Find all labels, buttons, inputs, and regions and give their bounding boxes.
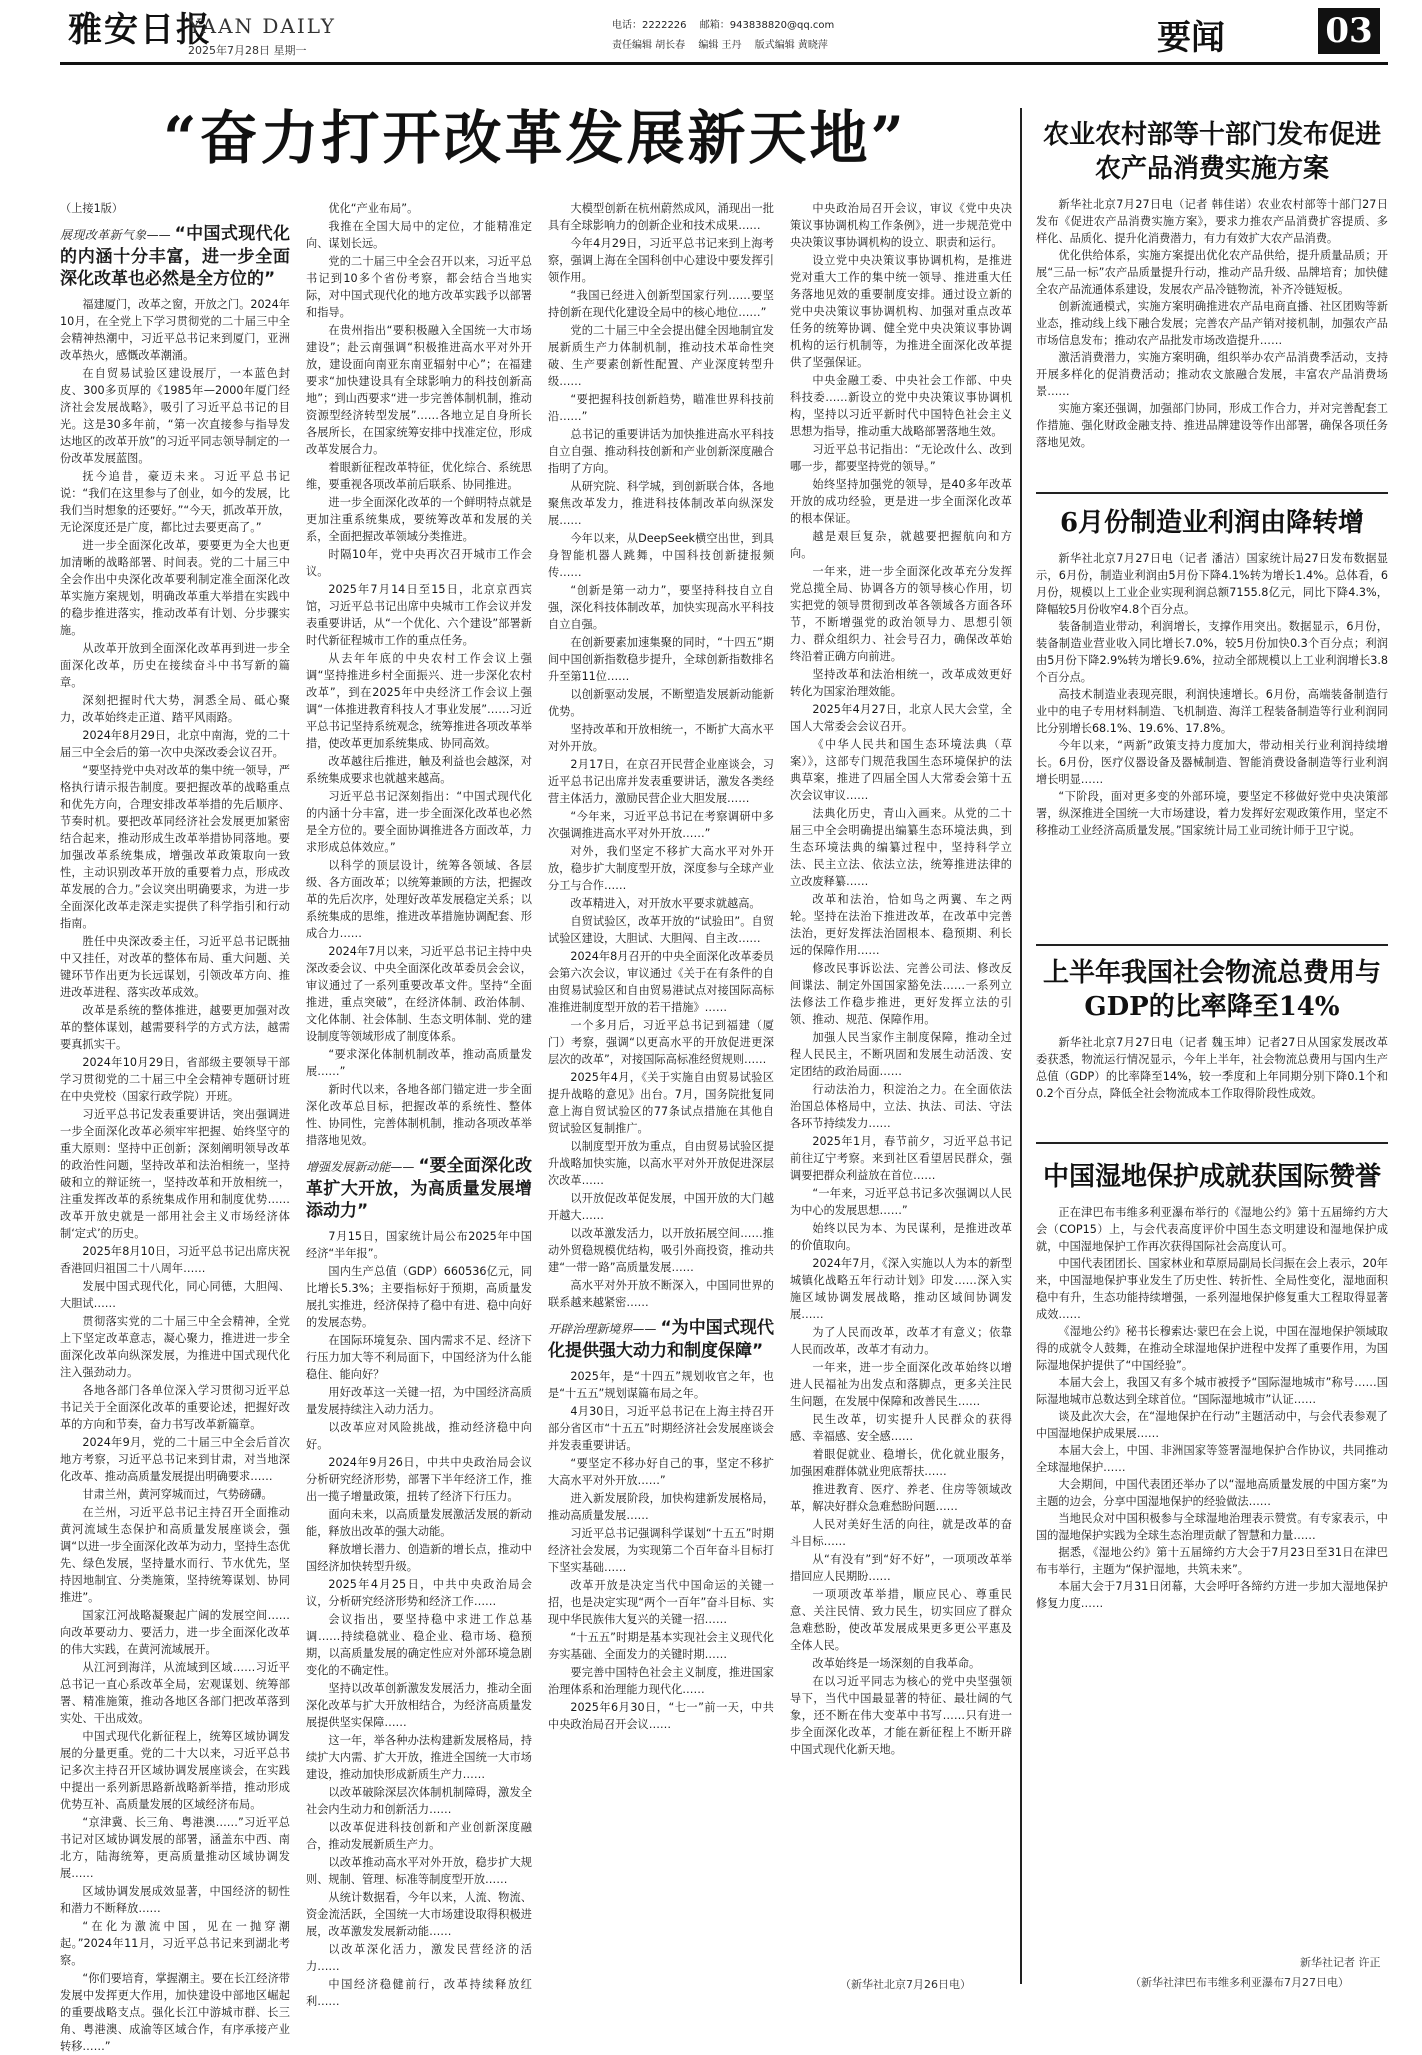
proof-editor: 编辑 王丹 xyxy=(698,40,742,51)
article-column-4 xyxy=(790,200,1012,1960)
article-paragraph: 释放增长潜力、创造新的增长点，推动中国经济加快转型升级。 xyxy=(306,1543,532,1573)
article-paragraph: “要坚定不移办好自己的事，坚定不移扩大高水平对外开放……” xyxy=(548,1457,774,1487)
article-paragraph: 2024年7月以来，习近平总书记主持中央深改委会议、中央全面深化改革委员会会议，审议通过了一系列重要改革文件。坚持“全面推进，重点突破”，在经济体制、政治体制、文化体制、社会体制、生态文明体制、党的建设制度等领域形成了制度体系。 xyxy=(306,945,532,1043)
article-paragraph: 激活消费潜力，实施方案明确，组织举办农产品消费季活动，支持开展多样化的促消费活动；推动农文旅融合发展，丰富农产品消费场景…… xyxy=(1036,351,1388,398)
article-paragraph: “京津冀、长三角、粤港澳……”习近平总书记对区域协调发展的部署，涵盖东中西、南北方，陆海统筹，更高质量推动区域协调发展…… xyxy=(60,1816,290,1880)
article-paragraph: 2024年8月召开的中央全面深化改革委员会第六次会议，审议通过《关于在有条件的自由贸易试验区和自由贸易港试点对接国际高标准推进制度型开放的若干措施》…… xyxy=(548,950,774,1014)
article-credit: （新华社北京7月26日电） xyxy=(840,1978,971,1991)
article-paragraph: “一年来，习近平总书记多次强调以人民为中心的发展思想……” xyxy=(790,1187,1012,1217)
side-story-4-title: 中国湿地保护成就获国际赞誉 xyxy=(1042,1162,1381,1192)
article-paragraph: 民生改革，切实提升人民群众的获得感、幸福感、安全感…… xyxy=(790,1413,1012,1443)
article-paragraph: 以改革促进科技创新和产业创新深度融合，推动发展新质生产力。 xyxy=(306,1821,532,1851)
article-paragraph: 进一步全面深化改革的一个鲜明特点就是更加注重系统集成，要统筹改革和发展的关系，全面把握改革领域分类推进。 xyxy=(306,496,532,543)
article-paragraph: 着眼新征程改革特征，优化综合、系统思维，要重视各项改革前后联系、协同推进。 xyxy=(306,461,532,491)
article-paragraph: 2025年8月10日，习近平总书记出席庆祝香港回归祖国二十八周年…… xyxy=(60,1245,290,1275)
article-paragraph: 新华社北京7月27日电（记者 潘洁）国家统计局27日发布数据显示，6月份，制造业利润由5月份下降4.1%转为增长1.4%。总体看，6月份，规模以上工业企业实现利润总额7155.8亿元，同比下降4.3%，降幅较5月份收窄4.8个百分点。 xyxy=(1036,552,1388,616)
column-divider xyxy=(1020,108,1022,1984)
article-paragraph: 改革是系统的整体推进，越要更加强对改革的整体谋划，越需要科学的方式方法，越需要真抓实干。 xyxy=(60,1004,290,1051)
article-paragraph: 习近平总书记深刻指出：“中国式现代化的内涵十分丰富，进一步全面深化改革也必然是全方位的。要全面协调推进各方面改革，力求形成总体效应。” xyxy=(306,790,532,854)
article-paragraph: 着眼促就业、稳增长，优化就业服务，加强困难群体就业兜底帮扶…… xyxy=(790,1448,1012,1478)
subhead-text: “中国式现代化的内涵十分丰富，进一步全面深化改革也必然是全方位的” xyxy=(60,224,290,289)
article-paragraph: 会议指出，要坚持稳中求进工作总基调……持续稳就业、稳企业、稳市场、稳预期，以高质量发展的确定性应对外部环境急剧变化的不确定性。 xyxy=(306,1613,532,1677)
article-paragraph: 2025年4月27日，北京人民大会堂，全国人大常委会会议召开。 xyxy=(790,703,1012,733)
article-paragraph: 始终坚持加强党的领导，是40多年改革开放的成功经验，更是进一步全面深化改革的根本保证。 xyxy=(790,478,1012,525)
article-paragraph: 创新流通模式，实施方案明确推进农产品电商直播、社区团购等新业态，推动线上线下融合发展；完善农产品产销对接机制，加强农产品市场信息发布；推动农产品批发市场改造提升…… xyxy=(1036,300,1388,347)
article-paragraph: 以改革破除深层次体制机制障碍，激发全社会内生动力和创新活力…… xyxy=(306,1786,532,1816)
article-paragraph: 2025年1月，春节前夕，习近平总书记前往辽宁考察。来到社区看望居民群众，强调要把群众利益放在首位…… xyxy=(790,1135,1012,1182)
article-column-2 xyxy=(306,200,532,2008)
editor-line xyxy=(612,36,838,51)
article-paragraph: 在自贸易试验区建设展厅，一本蓝色封皮、300多页厚的《1985年—2000年厦门经济社会发展战略》，吸引了习近平总书记的目光。这是30多年前，“第一次直接参与指导发达地区的改革开放”的习近平同志领导制定的一份改革发展蓝图。 xyxy=(60,367,290,465)
article-paragraph: 习近平总书记发表重要讲话，突出强调进一步全面深化改革必须牢牢把握、始终坚守的重大原则：坚持中正创新；深刻阐明领导改革的政治性问题，坚持改革和法治相统一，坚持破和立的辩证统一，坚持改革和开放相统一，注重发挥改革的系统集成作用和制度优势……改革开放史就是一部用社会主义市场经济体制‘定式’的历史。 xyxy=(60,1108,290,1240)
article-paragraph: 坚持改革和开放相统一，不断扩大高水平对外开放。 xyxy=(548,723,774,753)
article-paragraph: 中央政治局召开会议，审议《党中央决策议事协调机构工作条例》，进一步规范党中央决策议事协调机构的设立、职责和运行。 xyxy=(790,202,1012,249)
side-story-1 xyxy=(1036,118,1388,496)
article-paragraph: 本届大会于7月31日闭幕，大会呼吁各缔约方进一步加大湿地保护修复力度…… xyxy=(1036,1580,1388,1610)
article-paragraph: 以改革应对风险挑战，推动经济稳中向好。 xyxy=(306,1421,532,1451)
article-paragraph: 国内生产总值（GDP）660536亿元，同比增长5.3%；主要指标好于预期，高质量发展扎实推进，经济保持了稳中有进、稳中向好的发展态势。 xyxy=(306,1265,532,1329)
article-paragraph: 党的二十届三中全会召开以来，习近平总书记到10多个省份考察，都会结合当地实际，对中国式现代化的地方改革实践予以部署和指导。 xyxy=(306,255,532,319)
side-story-2-title: 6月份制造业利润由降转增 xyxy=(1059,508,1365,538)
article-subhead xyxy=(306,1155,532,1222)
article-paragraph: 从去年年底的中央农村工作会议上强调“坚持推进乡村全面振兴、进一步深化农村改革”，到在2025年中央经济工作会议上强调“一体推进教育科技人才事业发展”……习近平总书记坚持系统观念，统筹推进各项改革举措，使改革更加系统集成、协同高效。 xyxy=(306,652,532,750)
article-paragraph: “我国已经进入创新型国家行列……要坚持创新在现代化建设全局中的核心地位……” xyxy=(548,289,774,319)
article-paragraph: 据悉，《湿地公约》第十五届缔约方大会于7月23日至31日在津巴布韦举行，主题为“保护湿地，共筑未来”。 xyxy=(1036,1546,1388,1576)
contact-line xyxy=(612,16,844,31)
side-story-3-title: 上半年我国社会物流总费用与GDP的比率降至14% xyxy=(1042,958,1381,1022)
article-paragraph: “创新是第一动力”，要坚持科技自立自强，深化科技体制改革，加快实现高水平科技自立自强。 xyxy=(548,584,774,631)
article-paragraph: 实施方案还强调，加强部门协同，形成工作合力，并对完善配套工作措施、强化财政金融支持、推进品牌建设等作出部署，确保各项任务落地见效。 xyxy=(1036,402,1388,449)
subhead-text: “为中国式现代化提供强大动力和制度保障” xyxy=(548,1318,774,1361)
subhead-kicker: 展现改革新气象—— xyxy=(60,228,171,242)
article-paragraph: 以改革深化活力，激发民营经济的活力…… xyxy=(306,1943,532,1973)
article-paragraph: 对外，我们坚定不移扩大高水平对外开放，稳步扩大制度型开放，深度参与全球产业分工与合作…… xyxy=(548,845,774,892)
article-paragraph: 2025年4月25日，中共中央政治局会议，分析研究经济形势和经济工作…… xyxy=(306,1578,532,1608)
article-paragraph: “你们要培育，掌握潮主。要在长江经济带发展中发挥更大作用，加快建设中部地区崛起的重要战略支点。强化长江中游城市群、长三角、粤港澳、成渝等区域合作，有序承接产业转移……” xyxy=(60,1972,290,2053)
article-paragraph: 从改革开放到全面深化改革再到进一步全面深化改革，历史在接续奋斗中书写新的篇章。 xyxy=(60,642,290,689)
masthead-rule xyxy=(60,62,1388,65)
side-divider xyxy=(1036,1142,1388,1144)
article-paragraph: 《中华人民共和国生态环境法典（草案）》，这部专门规范我国生态环境保护的法典草案，推进了四届全国人大常委会第十五次会议审议…… xyxy=(790,738,1012,802)
section-name: 要闻 xyxy=(1157,18,1225,58)
article-paragraph: 以制度型开放为重点，自由贸易试验区提升战略加快实施，以高水平对外开放促进深层次改革…… xyxy=(548,1140,774,1187)
article-paragraph: 在以习近平同志为核心的党中央坚强领导下，当代中国最显著的特征、最壮阔的气象，还不断在伟大变革中书写……只有进一步全面深化改革，才能在新征程上不断开辟中国式现代化新天地。 xyxy=(790,1675,1012,1756)
article-paragraph: 面向未来，以高质量发展激活发展的新动能，释放出改革的强大动能。 xyxy=(306,1508,532,1538)
article-paragraph: 以创新驱动发展，不断塑造发展新动能新优势。 xyxy=(548,688,774,718)
side-story-1-title: 农业农村部等十部门发布促进农产品消费实施方案 xyxy=(1042,120,1381,184)
article-paragraph: 中央金融工委、中央社会工作部、中央科技委……新设立的党中央决策议事协调机构，坚持以习近平新时代中国特色社会主义思想为指导，推动重大战略部署落地生效。 xyxy=(790,374,1012,438)
article-paragraph: 2024年7月，《深入实施以人为本的新型城镇化战略五年行动计划》印发……深入实施区域协调发展战略，推动区域间协调发展…… xyxy=(790,1257,1012,1321)
article-paragraph: 改革和法治，恰如鸟之两翼、车之两轮。坚持在法治下推进改革，在改革中完善法治，更好发挥法治固根本、稳预期、利长远的保障作用…… xyxy=(790,893,1012,957)
article-paragraph: 进一步全面深化改革，要要更为全大也更加清晰的战略部署、时间表。党的二十届三中全会作出中央深化改革要利制定准全面深化改革实施方案规划，明确改革重大举措在实践中的稳步推进落实，推动改革有计划、分步骤实施。 xyxy=(60,539,290,637)
article-paragraph: 今年以来，从DeepSeek横空出世，到具身智能机器人跳舞，中国科技创新捷报频传…… xyxy=(548,532,774,579)
article-paragraph: 改革始终是一场深刻的自我革命。 xyxy=(812,1657,981,1670)
article-paragraph: 要完善中国特色社会主义制度，推进国家治理体系和治理能力现代化…… xyxy=(548,1666,774,1696)
article-paragraph: 改革精进入，对开放水平要求就越高。 xyxy=(570,897,761,910)
article-paragraph: 抚今追昔，豪迈未来。习近平总书记说：“我们在这里参与了创业，如今的发展，比我们当时想象的还要好。”“今天，抓改革开放，无论深度还是广度，都比过去要更高了。” xyxy=(60,470,290,534)
article-paragraph: 改革越往后推进，触及利益也会越深，对系统集成要求也就越来越高。 xyxy=(306,755,532,785)
article-paragraph: 区域协调发展成效显著，中国经济的韧性和潜力不断释放…… xyxy=(60,1885,290,1915)
article-paragraph: 在创新要素加速集聚的同时，“十四五”期间中国创新指数稳步提升，全球创新指数排名升至第11位…… xyxy=(548,636,774,683)
article-paragraph: 本届大会上，中国、非洲国家等签署湿地保护合作协议，共同推动全球湿地保护…… xyxy=(1036,1444,1388,1474)
article-paragraph: 时隔10年，党中央再次召开城市工作会议。 xyxy=(306,548,532,578)
article-paragraph: 中国经济稳健前行，改革持续释放红利…… xyxy=(306,1978,532,2008)
article-paragraph: 今年以来，“两新”政策支持力度加大，带动相关行业利润持续增长。6月份，医疗仪器设备及器械制造、智能消费设备制造等行业利润增长明显…… xyxy=(1036,739,1388,786)
main-headline: “奋力打开改革发展新天地” xyxy=(163,104,907,172)
article-paragraph: 新华社北京7月27日电（记者 魏玉坤）记者27日从国家发展改革委获悉，物流运行情况显示，今年上半年，社会物流总费用与国内生产总值（GDP）的比率降至14%，较一季度和上年同期分别下降0.1个和0.2个百分点，降低全社会物流成本工作取得阶段性成效。 xyxy=(1036,1036,1388,1100)
article-paragraph: 在贵州指出“要积极融入全国统一大市场建设”；赴云南强调“积极推进高水平对外开放，建设面向南亚东南亚辐射中心”；在福建要求“加快建设具有全球影响力的科技创新高地”；到山西要求“进一步完善体制机制，推动资源型经济转型发展”……各地立足自身所长各展所长，在国家统筹安排中找准定位，形成改革发展合力。 xyxy=(306,324,532,456)
article-column-3 xyxy=(548,200,774,1980)
article-paragraph: “下阶段，面对更多变的外部环境，要坚定不移做好党中央决策部署，纵深推进全国统一大市场建设，着力发挥好宏观政策作用，坚定不移推动工业经济高质量发展。”国家统计局工业司统计师于卫宁说。 xyxy=(1036,790,1388,837)
article-paragraph: 一年来，进一步全面深化改革始终以增进人民福祉为出发点和落脚点，更多关注民生问题，在发展中保障和改善民生…… xyxy=(790,1361,1012,1408)
article-paragraph: “十五五”时期是基本实现社会主义现代化夯实基础、全面发力的关键时期…… xyxy=(548,1631,774,1661)
masthead xyxy=(0,0,1422,66)
article-paragraph: 2025年4月，《关于实施自由贸易试验区提升战略的意见》出台。7月，国务院批复同意上海自贸试验区的77条试点措施在其他自贸试验区复制推广。 xyxy=(548,1071,774,1135)
article-paragraph: 当地民众对中国积极参与全球湿地治理表示赞赏。有专家表示，中国的湿地保护实践为全球生态治理贡献了智慧和力量…… xyxy=(1036,1512,1388,1542)
article-paragraph: 2月17日，在京召开民营企业座谈会，习近平总书记出席并发表重要讲话，激发各类经营主体活力，激励民营企业大胆发展…… xyxy=(548,758,774,805)
article-paragraph: 甘肃兰州，黄河穿城而过，气势磅礴。 xyxy=(82,1488,273,1501)
side-divider xyxy=(1036,492,1388,494)
article-paragraph: 加强人民当家作主制度保障，推动全过程人民民主，不断巩固和发展生动活泼、安定团结的政治局面…… xyxy=(790,1031,1012,1078)
article-subhead xyxy=(548,1317,774,1362)
article-paragraph: 用好改革这一关键一招，为中国经济高质量发展持续注入动力活力。 xyxy=(306,1386,532,1416)
article-paragraph: 中国式现代化新征程上，统筹区域协调发展的分量更重。党的二十大以来，习近平总书记多次主持召开区域协调发展座谈会，在实践中提出一系列新思路新战略新举措，推动形成优势互补、高质量发展的区域经济布局。 xyxy=(60,1730,290,1811)
article-paragraph: “要坚持党中央对改革的集中统一领导，严格执行请示报告制度。要把握改革的战略重点和优先方向，合理安排改革举措的先后顺序、节奏时机。要把改革同经济社会发展更加紧密结合起来，推动形成生改革举措协同落地。要加强改革系统集成，增强改革政策取向一致性，主动识别改革开放的重要着力点，形成改革发展的合力。”会议突出明确要求，为进一步全面深化改革走深走实提供了科学指引和行动指南。 xyxy=(60,764,290,930)
article-paragraph: 胜任中央深改委主任，习近平总书记既抽中又挂任，对改革的整体布局、重大问题、关键环节作出更为长远谋划，引领改革方向、推进改革进程、落实改革成效。 xyxy=(60,935,290,999)
article-paragraph: 高技术制造业表现亮眼，利润快速增长。6月份，高端装备制造行业中的电子专用材料制造、飞机制造、海洋工程装备制造等行业利润同比分别增长68.1%、19.6%、17.8%。 xyxy=(1036,688,1388,735)
article-paragraph: 一个多月后，习近平总书记到福建（厦门）考察，强调“以更高水平的开放促进更深层次的改革”，对接国际高标准经贸规则…… xyxy=(548,1019,774,1066)
article-paragraph: 设立党中央决策议事协调机构，是推进党对重大工作的集中统一领导、推进重大任务落地见效的重要制度安排。通过设立新的党中央决策议事协调机构、加强对重点改革任务的统筹协调、健全党中央决策议事协调机构的运行机制等，为推进全面深化改革提供了坚强保证。 xyxy=(790,254,1012,369)
article-paragraph: 坚持以改革创新激发发展活力，推动全面深化改革与扩大开放相结合，为经济高质量发展提供坚实保障…… xyxy=(306,1682,532,1729)
article-paragraph: 2025年7月14日至15日，北京京西宾馆，习近平总书记出席中央城市工作会议并发表重要讲话，从“一个优化、六个建设”部署新时代新征程城市工作的重点任务。 xyxy=(306,583,532,647)
subhead-kicker: 开辟治理新境界—— xyxy=(548,1322,657,1336)
article-paragraph: 优化供给体系，实施方案提出优化农产品供给，提升质量品质；开展“三品一标”农产品质量提升行动，推动产品升级、品牌培育；加快健全农产品流通体系建设，发展农产品冷链物流，补齐冷链短板。 xyxy=(1036,249,1388,296)
newspaper-english-name: YAAN DAILY xyxy=(188,14,336,38)
article-paragraph: 从江河到海洋，从流域到区域……习近平总书记一直心系改革全局，宏观谋划、统筹部署、精准施策，推动各地区各部门把改革落到实处、干出成效。 xyxy=(60,1661,290,1725)
side-divider xyxy=(1036,944,1388,946)
article-paragraph: 改革开放是决定当代中国命运的关键一招，也是决定实现“两个一百年”奋斗目标、实现中华民族伟大复兴的关键一招…… xyxy=(548,1579,774,1626)
article-paragraph: 修改民事诉讼法、完善公司法、修改反间谍法、制定外国国家豁免法……一系列立法修法工作稳步推进，更好发挥立法的引领、推动、规范、保障作用。 xyxy=(790,962,1012,1026)
continued-tag: （上接1版） xyxy=(60,202,124,215)
article-paragraph: 装备制造业带动，利润增长，支撑作用突出。数据显示，6月份，装备制造业营业收入同比增长7.0%，较5月份加快0.3个百分点；利润由5月份下降2.9%转为增长9.6%，拉动全部规模以上工业利润增长3.8个百分点。 xyxy=(1036,620,1388,684)
page-number: 03 xyxy=(1318,8,1380,54)
article-paragraph: 2025年6月30日，“七一”前一天，中共中央政治局召开会议…… xyxy=(548,1701,774,1731)
article-paragraph: 贯彻落实党的二十届三中全会精神，全党上下坚定改革意志，凝心聚力，推进进一步全面深化改革向纵深发展，为推进中国式现代化注入强劲动力。 xyxy=(60,1315,290,1379)
article-paragraph: 从统计数据看，今年以来，人流、物流、资金流活跃，全国统一大市场建设取得积极进展，改革激发发展新动能…… xyxy=(306,1891,532,1938)
article-paragraph: 以开放促改革促发展，中国开放的大门越开越大…… xyxy=(548,1192,774,1222)
article-paragraph: 新华社北京7月27日电（记者 韩佳诺）农业农村部等十部门27日发布《促进农产品消费实施方案》，要求力推农产品消费扩容提质、多样化、品质化、提升化消费潜力，有力有效扩大农产品消费。 xyxy=(1036,198,1388,245)
article-paragraph: 法典化历史，青山入画来。从党的二十届三中全会明确提出编纂生态环境法典，到生态环境法典的编纂过程中，坚持科学立法、民主立法、依法立法，统筹推进法律的立改废释纂…… xyxy=(790,807,1012,888)
article-paragraph: “今年来，习近平总书记在考察调研中多次强调推进高水平对外开放……” xyxy=(548,810,774,840)
article-paragraph: 2024年9月26日，中共中央政治局会议分析研究经济形势，部署下半年经济工作，推出一揽子增量政策，扭转了经济下行压力。 xyxy=(306,1456,532,1503)
article-paragraph: 4月30日，习近平总书记在上海主持召开部分省区市“十五五”时期经济社会发展座谈会并发表重要讲话。 xyxy=(548,1405,774,1452)
article-paragraph: 中国代表团团长、国家林业和草原局副局长闫振在会上表示，20年来，中国湿地保护事业发生了历史性、转折性、全局性变化，湿地面积稳中有升，生态功能持续增强，一系列湿地保护修复重大工程取得显著成效…… xyxy=(1036,1257,1388,1321)
article-paragraph: 习近平总书记指出：“无论改什么、改到哪一步，都要坚持党的领导。” xyxy=(790,443,1012,473)
article-paragraph: 以改革推动高水平对外开放，稳步扩大规则、规制、管理、标准等制度型开放…… xyxy=(306,1856,532,1886)
article-paragraph: 以科学的顶层设计，统筹各领域、各层级、各方面改革；以统筹兼顾的方法，把握改革的先后次序，处理好改革发展稳定关系；以系统集成的思维，推进改革措施协调配套、形成合力…… xyxy=(306,859,532,940)
article-paragraph: 正在津巴布韦维多利亚瀑布举行的《湿地公约》第十五届缔约方大会（COP15）上，与会代表高度评价中国生态文明建设和湿地保护成就，中国湿地保护工作再次获得国际社会高度认可。 xyxy=(1036,1206,1388,1253)
article-paragraph: 我推在全国大局中的定位，才能精准定向、谋划长远。 xyxy=(306,220,532,250)
editor: 责任编辑 胡长春 xyxy=(612,40,686,51)
email: 邮箱：943838820@qq.com xyxy=(699,20,835,31)
article-paragraph: 以改革激发活力，以开放拓展空间……推动外贸稳规模优结构，吸引外商投资，推动共建“一带一路”高质量发展…… xyxy=(548,1227,774,1274)
article-paragraph: 优化“产业布局”。 xyxy=(328,202,419,215)
article-paragraph: 各地各部门各单位深入学习贯彻习近平总书记关于全面深化改革的重要论述，把握好改革的方向和节奏，奋力书写改革新篇章。 xyxy=(60,1384,290,1431)
article-paragraph: “要求深化体制机制改革，推动高质量发展……” xyxy=(306,1048,532,1078)
article-paragraph: 越是艰巨复杂，就越要把握航向和方向。 xyxy=(790,530,1012,560)
article-paragraph: 大会期间，中国代表团还举办了以“湿地高质量发展的中国方案”为主题的边会，分享中国湿地保护的经验做法…… xyxy=(1036,1478,1388,1508)
article-paragraph: 福建厦门，改革之窗，开放之门。2024年10月，在全党上下学习贯彻党的二十届三中全会精神热潮中，习近平总书记来到厦门，亚洲改革热火，感慨改革潮涌。 xyxy=(60,298,290,362)
article-paragraph: 坚持改革和法治相统一，改革成效更好转化为国家治理效能。 xyxy=(790,668,1012,698)
article-paragraph: 7月15日，国家统计局公布2025年中国经济“半年报”。 xyxy=(306,1230,532,1260)
article-paragraph: 2024年8月29日，北京中南海，党的二十届三中全会后的第一次中央深改委会议召开。 xyxy=(60,729,290,759)
article-subhead xyxy=(60,223,290,290)
side-story-3 xyxy=(1036,956,1388,1130)
article-paragraph: 从研究院、科学城，到创新联合体，各地聚焦改革发力，推进科技体制改革向纵深发展…… xyxy=(548,480,774,527)
article-paragraph: 一项项改革举措，顺应民心、尊重民意、关注民情、致力民生，切实回应了群众急难愁盼，使改革发展成果更多更公平惠及全体人民。 xyxy=(790,1588,1012,1652)
article-paragraph: “在化为激流中国，见在一抛穿潮起。”2024年11月，习近平总书记来到湖北考察。 xyxy=(60,1920,290,1967)
article-paragraph: 总书记的重要讲话为加快推进高水平科技自立自强、推动科技创新和产业创新深度融合指明了方向。 xyxy=(548,428,774,475)
subhead-text: “要全面深化改革扩大开放，为高质量发展增添动力” xyxy=(306,1156,532,1221)
article-paragraph: 谈及此次大会，在“湿地保护在行动”主题活动中，与会代表参观了中国湿地保护成果展…… xyxy=(1036,1410,1388,1440)
article-paragraph: 高水平对外开放不断深入，中国同世界的联系越来越紧密…… xyxy=(548,1279,774,1309)
article-paragraph: 深刻把握时代大势，洞悉全局、砥心聚力，改革始终走正道、踏平风雨路。 xyxy=(60,694,290,724)
article-paragraph: “要把握科技创新趋势，瞄准世界科技前沿……” xyxy=(548,393,774,423)
article-paragraph: 进入新发展阶段，加快构建新发展格局，推动高质量发展…… xyxy=(548,1492,774,1522)
article-paragraph: 今年4月29日，习近平总书记来到上海考察，强调上海在全国科创中心建设中要发挥引领作用。 xyxy=(548,237,774,284)
article-paragraph: 2025年，是“十四五”规划收官之年，也是“十五五”规划谋篇布局之年。 xyxy=(548,1370,774,1400)
article-column-1 xyxy=(60,200,290,2053)
issue-date: 2025年7月28日 星期一 xyxy=(188,44,307,57)
article-paragraph: 党的二十届三中全会提出健全因地制宜发展新质生产力体制机制，推动技术革命性突破、生产要素创新性配置、产业深度转型升级…… xyxy=(548,324,774,388)
article-paragraph: 在兰州，习近平总书记主持召开全面推动黄河流域生态保护和高质量发展座谈会，强调“以进一步全面深化改革为动力，坚持生态优先、绿色发展，坚持量水而行、节水优先，坚持因地制宜、分类施策，坚持统筹谋划、协同推进”。 xyxy=(60,1506,290,1604)
side-story-2 xyxy=(1036,506,1388,938)
dateline-credit: （新华社津巴布韦维多利亚瀑布7月27日电） xyxy=(1130,1976,1349,1989)
article-paragraph: 《湿地公约》秘书长穆索达·蒙巴在会上说，中国在湿地保护领域取得的成就令人鼓舞，在推动全球湿地保护进程中发挥了重要作用，为国际湿地保护提供了“中国经验”。 xyxy=(1036,1325,1388,1372)
article-paragraph: 习近平总书记强调科学谋划“十五五”时期经济社会发展，为实现第二个百年奋斗目标打下坚实基础…… xyxy=(548,1527,774,1574)
article-paragraph: 新时代以来，各地各部门锚定进一步全面深化改革总目标，把握改革的系统性、整体性、协同性，完善体制机制，推动各项改革举措落地见效。 xyxy=(306,1083,532,1147)
article-paragraph: 2024年9月，党的二十届三中全会后首次地方考察，习近平总书记来到甘肃，对当地深化改革、推动高质量发展提出明确要求…… xyxy=(60,1436,290,1483)
article-paragraph: 推进教育、医疗、养老、住房等领域改革，解决好群众急难愁盼问题…… xyxy=(790,1483,1012,1513)
article-paragraph: 本届大会上，我国又有多个城市被授予“国际湿地城市”称号……国际湿地城市总数达到全球首位。“国际湿地城市”认证…… xyxy=(1036,1376,1388,1406)
article-paragraph: 人民对美好生活的向往，就是改革的奋斗目标…… xyxy=(790,1518,1012,1548)
photo-credit: 新华社记者 许正 xyxy=(1300,1956,1381,1969)
subhead-kicker: 增强发展新动能—— xyxy=(306,1160,415,1174)
side-story-4 xyxy=(1036,1160,1388,1932)
article-paragraph: 发展中国式现代化，同心同德，大胆闯、大胆试…… xyxy=(60,1280,290,1310)
article-paragraph: 2024年10月29日，省部级主要领导干部学习贯彻党的二十届三中全会精神专题研讨班在中央党校（国家行政学院）开班。 xyxy=(60,1056,290,1103)
article-paragraph: 自贸试验区，改革开放的“试验田”。自贸试验区建设，大胆试、大胆闯、自主改…… xyxy=(548,915,774,945)
newspaper-logo: 雅安日报 xyxy=(68,10,212,50)
article-paragraph: 从“有没有”到“好不好”，一项项改革举措回应人民期盼…… xyxy=(790,1553,1012,1583)
article-paragraph: 一年来，进一步全面深化改革充分发挥党总揽全局、协调各方的领导核心作用，切实把党的领导贯彻到改革各领域各方面各环节，不断增强党的政治领导力、思想引领力、群众组织力、社会号召力，确保改革始终沿着正确方向前进。 xyxy=(790,565,1012,663)
article-paragraph: 国家江河战略凝聚起广阔的发展空间……向改革要动力、要活力，进一步全面深化改革的伟大实践，在黄河流域展开。 xyxy=(60,1609,290,1656)
article-paragraph: 在国际环境复杂、国内需求不足、经济下行压力加大等不利局面下，中国经济为什么能稳住、能向好？ xyxy=(306,1334,532,1381)
phone: 电话：2222226 xyxy=(612,20,687,31)
article-paragraph: 始终以民为本、为民谋利，是推进改革的价值取向。 xyxy=(790,1222,1012,1252)
layout-editor: 版式编辑 黄晓萍 xyxy=(754,40,828,51)
article-paragraph: 行动法治力，积淀治之力。在全面依法治国总体格局中，立法、执法、司法、守法各环节持续发力…… xyxy=(790,1083,1012,1130)
article-paragraph: 这一年，举各种办法构建新发展格局，持续扩大内需、扩大开放，推进全国统一大市场建设，推动加快形成新质生产力…… xyxy=(306,1734,532,1781)
article-paragraph: 为了人民而改革，改革才有意义；依靠人民而改革，改革才有动力。 xyxy=(790,1326,1012,1356)
article-paragraph: 大模型创新在杭州蔚然成风，涌现出一批具有全球影响力的创新企业和技术成果…… xyxy=(548,202,774,232)
